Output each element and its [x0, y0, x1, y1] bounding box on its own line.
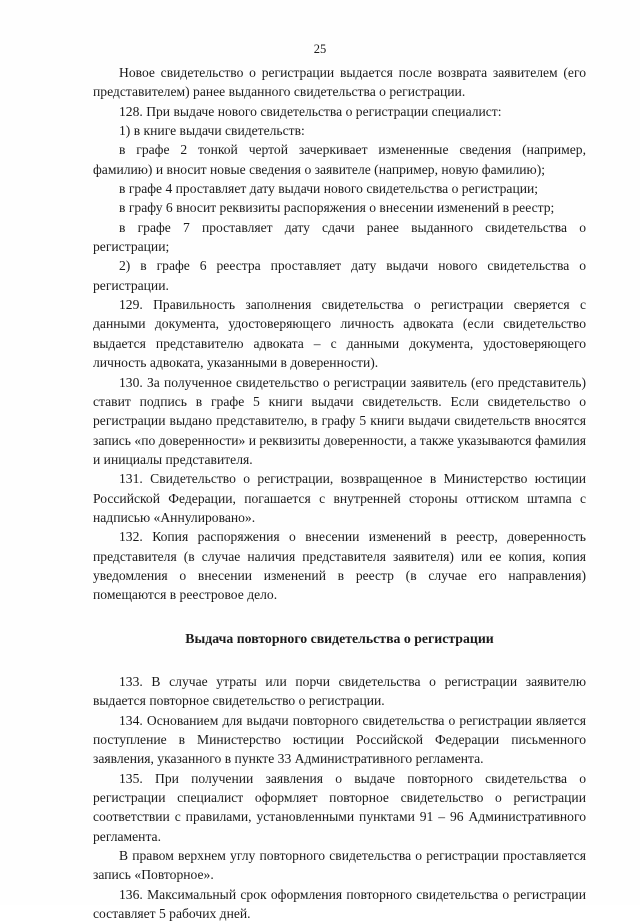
paragraph-128-2: 2) в графе 6 реестра проставляет дату выдачи нового свидетельства о регистрации.	[93, 258, 586, 293]
paragraph-135-note: В правом верхнем углу повторного свидетельства о регистрации проставляется запись «Повторное».	[93, 848, 586, 883]
paragraph-128-1: 1) в книге выдачи свидетельств:	[119, 123, 305, 139]
paragraph-128-1-column-4: в графе 4 проставляет дату выдачи нового свидетельства о регистрации;	[119, 181, 539, 197]
paragraph-129: 129. Правильность заполнения свидетельства о регистрации сверяется с данными документа, удостоверяющего личность адвоката (если свидетельство выдается представителю адвоката – с данными документа, удостоверяющего личность адвоката, указанными в доверенности).	[93, 297, 586, 371]
paragraph-130: 130. За полученное свидетельство о регистрации заявитель (его представитель) ставит подпись в графе 5 книги выдачи свидетельств. Если свидетельство о регистрации выдано представителю, в графу 5 книги выдачи свидетельств вносятся запись «по доверенности» и реквизиты доверенности, а также указываются фамилия и инициалы представителя.	[93, 374, 586, 467]
paragraph-128-1-column-2: в графе 2 тонкой чертой зачеркивает измененные сведения (например, фамилию) и вносит новые сведения о заявителе (например, новую фамилию);	[93, 142, 586, 177]
paragraph-134: 134. Основанием для выдачи повторного свидетельства о регистрации является поступление в Министерство юстиции Российской Федерации письменного заявления, указанного в пункте 33 Административного регламента.	[93, 712, 586, 767]
paragraph-133: 133. В случае утраты или порчи свидетельства о регистрации заявителю выдается повторное свидетельство о регистрации.	[93, 673, 586, 709]
paragraph-new-certificate-return: Новое свидетельство о регистрации выдается после возврата заявителем (его представителем) ранее выданного свидетельства о регистрации.	[93, 65, 586, 100]
paragraph-131: 131. Свидетельство о регистрации, возвращенное в Министерство юстиции Российской Федерации, погашается с внутренней стороны оттиском штампа с надписью «Аннулировано».	[93, 471, 586, 525]
paragraph-128-1-column-7: в графе 7 проставляет дату сдачи ранее выданного свидетельства о регистрации;	[93, 219, 586, 255]
paragraph-128: 128. При выдаче нового свидетельства о регистрации специалист:	[119, 103, 502, 119]
section-heading: Выдача повторного свидетельства о регистрации	[185, 630, 494, 646]
document-body	[93, 63, 586, 923]
paragraph-135: 135. При получении заявления о выдаче повторного свидетельства о регистрации специалист оформляет повторное свидетельство о регистрации соответствии с правилами, установленными пунктами 91 – 96 Административного регламента.	[93, 770, 586, 844]
page-number: 25	[313, 42, 327, 56]
paragraph-128-1-column-6: в графу 6 вносит реквизиты распоряжения о внесении изменений в реестр;	[119, 200, 555, 216]
paragraph-136: 136. Максимальный срок оформления повторного свидетельства о регистрации составляет 5 рабочих дней.	[93, 886, 586, 922]
paragraph-132: 132. Копия распоряжения о внесении изменений в реестр, доверенность представителя (в случае наличия представителя заявителя) или ее копия, копия уведомления о внесении изменений в реестр (в случае его направления) помещаются в реестровое дело.	[93, 529, 586, 603]
